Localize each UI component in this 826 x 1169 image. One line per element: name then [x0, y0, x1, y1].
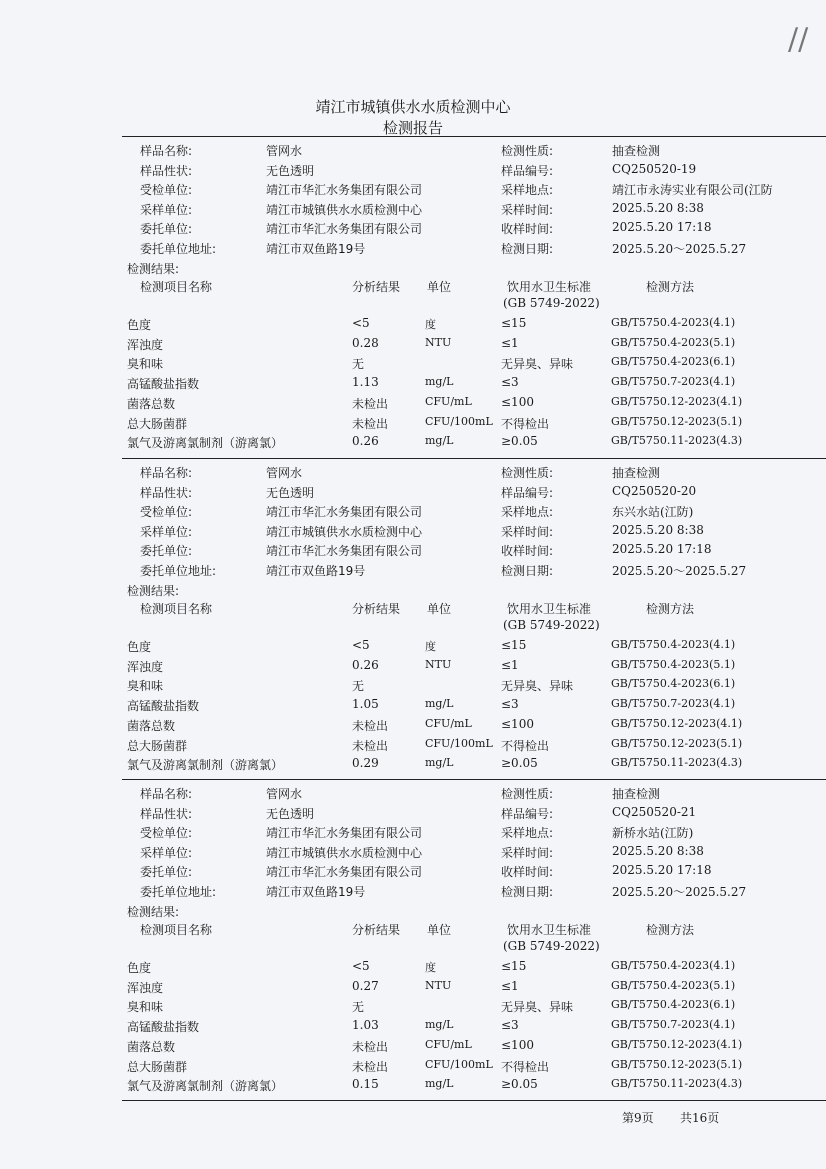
row-item: 高锰酸盐指数: [127, 377, 200, 392]
row-item: 总大肠菌群: [127, 738, 188, 753]
test-nature-value: 抽查检测: [612, 787, 661, 801]
sample-no-value: CQ250520-20: [612, 483, 697, 498]
row-unit: 度: [425, 318, 436, 331]
row-result: 无: [352, 1000, 365, 1015]
column-header-standard: 饮用水卫生标准: [507, 280, 592, 294]
row-item: 色度: [127, 640, 152, 654]
row-unit: 度: [425, 961, 436, 974]
row-item: 菌落总数: [127, 396, 176, 411]
row-method: GB/T5750.4-2023(5.1): [611, 335, 736, 349]
row-method: GB/T5750.7-2023(4.1): [611, 697, 736, 711]
row-result: 未检出: [352, 1059, 389, 1074]
row-method: GB/T5750.12-2023(5.1): [611, 1057, 743, 1071]
client-address-value: 靖江市双鱼路19号: [266, 563, 366, 578]
sampling-time-value: 2025.5.20 8:38: [612, 843, 704, 858]
row-unit: mg/L: [425, 697, 454, 711]
row-method: GB/T5750.4-2023(4.1): [611, 959, 736, 972]
sample-state-label: 样品性状:: [140, 806, 193, 821]
row-result: 0.28: [352, 335, 379, 350]
sample-state-value: 无色透明: [266, 163, 315, 178]
row-result: <5: [352, 959, 370, 973]
client-address-label: 委托单位地址:: [140, 563, 217, 578]
sample-name-label: 样品名称:: [140, 466, 193, 480]
column-header-standard-code: (GB 5749-2022): [503, 618, 600, 632]
section-rule: [122, 458, 826, 459]
test-date-value: 2025.5.20～2025.5.27: [612, 563, 747, 578]
sampling-time-value: 2025.5.20 8:38: [612, 200, 704, 215]
sampling-unit-value: 靖江市城镇供水水质检测中心: [266, 845, 423, 860]
receive-time-value: 2025.5.20 17:18: [612, 220, 712, 234]
test-nature-label: 检测性质:: [501, 787, 554, 801]
row-result: 0.26: [352, 657, 379, 672]
column-header-standard: 饮用水卫生标准: [507, 602, 592, 616]
column-header-standard-code: (GB 5749-2022): [503, 939, 600, 953]
row-standard: ≤100: [501, 394, 534, 409]
row-result: <5: [352, 316, 370, 330]
test-nature-value: 抽查检测: [612, 466, 661, 480]
row-item: 浑浊度: [127, 659, 164, 674]
row-item: 菌落总数: [127, 718, 176, 733]
test-date-value: 2025.5.20～2025.5.27: [612, 241, 747, 256]
column-header-item: 检测项目名称: [140, 602, 213, 616]
sample-name-label: 样品名称:: [140, 787, 193, 801]
column-header-result: 分析结果: [352, 280, 401, 294]
row-method: GB/T5750.12-2023(4.1): [611, 716, 743, 730]
results-heading: 检测结果:: [127, 905, 180, 919]
sampling-unit-label: 采样单位:: [140, 845, 193, 860]
row-method: GB/T5750.12-2023(5.1): [611, 414, 743, 428]
sample-state-label: 样品性状:: [140, 163, 193, 178]
row-result: 未检出: [352, 396, 389, 411]
row-result: 未检出: [352, 718, 389, 733]
sampling-time-label: 采样时间:: [501, 524, 554, 539]
row-standard: 不得检出: [501, 1059, 550, 1074]
row-item: 高锰酸盐指数: [127, 699, 200, 714]
row-standard: ≤1: [501, 657, 519, 672]
sampling-time-label: 采样时间:: [501, 202, 554, 217]
row-unit: CFU/100mL: [425, 1057, 493, 1071]
row-method: GB/T5750.11-2023(4.3): [611, 756, 743, 770]
row-result: 0.26: [352, 434, 379, 449]
row-standard: ≤15: [501, 959, 527, 973]
client-unit-label: 委托单位:: [140, 544, 193, 558]
test-date-label: 检测日期:: [501, 241, 554, 256]
row-result: 未检出: [352, 1039, 389, 1054]
row-result: 0.29: [352, 756, 379, 771]
row-standard: ≤3: [501, 1018, 519, 1033]
row-standard: ≤1: [501, 978, 519, 993]
receive-time-label: 收样时间:: [501, 222, 554, 236]
row-result: 无: [352, 357, 365, 372]
row-result: 未检出: [352, 738, 389, 753]
results-heading: 检测结果:: [127, 262, 180, 276]
column-header-item: 检测项目名称: [140, 280, 213, 294]
row-unit: mg/L: [425, 375, 454, 389]
row-item: 色度: [127, 318, 152, 332]
row-method: GB/T5750.4-2023(5.1): [611, 657, 736, 671]
row-unit: CFU/100mL: [425, 414, 493, 428]
sample-no-value: CQ250520-21: [612, 804, 697, 819]
row-item: 浑浊度: [127, 337, 164, 352]
row-result: 0.27: [352, 978, 379, 993]
row-standard: ≤3: [501, 697, 519, 712]
column-header-method: 检测方法: [646, 602, 695, 616]
page-total: 共16页: [680, 1111, 720, 1125]
column-header-method: 检测方法: [646, 923, 695, 937]
row-unit: CFU/100mL: [425, 736, 493, 750]
row-method: GB/T5750.11-2023(4.3): [611, 1077, 743, 1091]
row-method: GB/T5750.4-2023(4.1): [611, 638, 736, 651]
row-result: 1.13: [352, 375, 379, 390]
test-date-label: 检测日期:: [501, 563, 554, 578]
column-header-standard: 饮用水卫生标准: [507, 923, 592, 937]
entrusted-unit-label: 受检单位:: [140, 826, 193, 840]
row-unit: mg/L: [425, 756, 454, 770]
row-result: 1.05: [352, 697, 379, 712]
test-date-value: 2025.5.20～2025.5.27: [612, 884, 747, 899]
sampling-site-value: 新桥水站(江防): [612, 826, 694, 840]
receive-time-label: 收样时间:: [501, 544, 554, 558]
row-item: 总大肠菌群: [127, 1059, 188, 1074]
sample-no-label: 样品编号:: [501, 806, 554, 821]
row-standard: 不得检出: [501, 416, 550, 431]
receive-time-value: 2025.5.20 17:18: [612, 863, 712, 877]
test-date-label: 检测日期:: [501, 884, 554, 899]
column-header-standard-code: (GB 5749-2022): [503, 296, 600, 310]
row-standard: 无异臭、异味: [501, 679, 574, 694]
entrusted-unit-value: 靖江市华汇水务集团有限公司: [266, 826, 423, 840]
client-unit-label: 委托单位:: [140, 222, 193, 236]
entrusted-unit-label: 受检单位:: [140, 183, 193, 197]
row-method: GB/T5750.4-2023(6.1): [611, 677, 736, 691]
sample-name-label: 样品名称:: [140, 144, 193, 158]
column-header-result: 分析结果: [352, 602, 401, 616]
row-item: 高锰酸盐指数: [127, 1020, 200, 1035]
sampling-site-value: 东兴水站(江防): [612, 505, 694, 519]
row-unit: CFU/mL: [425, 1037, 472, 1051]
entrusted-unit-label: 受检单位:: [140, 505, 193, 519]
test-nature-label: 检测性质:: [501, 144, 554, 158]
client-address-value: 靖江市双鱼路19号: [266, 241, 366, 256]
page-number: 第9页: [622, 1111, 654, 1125]
row-result: 1.03: [352, 1018, 379, 1033]
test-nature-value: 抽查检测: [612, 144, 661, 158]
client-address-label: 委托单位地址:: [140, 241, 217, 256]
row-unit: CFU/mL: [425, 716, 472, 730]
row-standard: ≤100: [501, 1037, 534, 1052]
row-result: 无: [352, 679, 365, 694]
column-header-unit: 单位: [427, 602, 452, 616]
client-unit-label: 委托单位:: [140, 865, 193, 879]
row-unit: NTU: [425, 978, 452, 992]
results-heading: 检测结果:: [127, 584, 180, 598]
row-unit: mg/L: [425, 1077, 454, 1091]
row-standard: 不得检出: [501, 738, 550, 753]
row-standard: 无异臭、异味: [501, 357, 574, 372]
row-unit: NTU: [425, 657, 452, 671]
sample-no-label: 样品编号:: [501, 163, 554, 178]
row-unit: 度: [425, 640, 436, 653]
row-standard: ≤1: [501, 335, 519, 350]
row-item: 总大肠菌群: [127, 416, 188, 431]
row-method: GB/T5750.7-2023(4.1): [611, 375, 736, 389]
row-item: 菌落总数: [127, 1039, 176, 1054]
row-method: GB/T5750.7-2023(4.1): [611, 1018, 736, 1032]
row-method: GB/T5750.12-2023(4.1): [611, 394, 743, 408]
row-method: GB/T5750.4-2023(4.1): [611, 316, 736, 329]
handwritten-mark: //: [788, 22, 809, 57]
sampling-unit-value: 靖江市城镇供水水质检测中心: [266, 524, 423, 539]
row-standard: ≤15: [501, 638, 527, 652]
row-result: 0.15: [352, 1077, 379, 1092]
receive-time-value: 2025.5.20 17:18: [612, 542, 712, 556]
row-method: GB/T5750.11-2023(4.3): [611, 434, 743, 448]
sampling-site-value: 靖江市永涛实业有限公司(江防: [612, 183, 773, 197]
row-standard: ≤100: [501, 716, 534, 731]
row-result: 未检出: [352, 416, 389, 431]
column-header-item: 检测项目名称: [140, 923, 213, 937]
sampling-time-value: 2025.5.20 8:38: [612, 522, 704, 537]
sampling-site-label: 采样地点:: [501, 183, 554, 197]
column-header-result: 分析结果: [352, 923, 401, 937]
row-standard: ≥0.05: [501, 434, 538, 449]
row-unit: CFU/mL: [425, 394, 472, 408]
client-address-label: 委托单位地址:: [140, 884, 217, 899]
column-header-method: 检测方法: [646, 280, 695, 294]
section-rule: [122, 779, 826, 780]
row-method: GB/T5750.4-2023(6.1): [611, 355, 736, 369]
column-header-unit: 单位: [427, 280, 452, 294]
sample-state-label: 样品性状:: [140, 485, 193, 500]
row-result: <5: [352, 638, 370, 652]
sample-state-value: 无色透明: [266, 485, 315, 500]
client-unit-value: 靖江市华汇水务集团有限公司: [266, 865, 423, 879]
sample-state-value: 无色透明: [266, 806, 315, 821]
row-method: GB/T5750.4-2023(5.1): [611, 978, 736, 992]
sample-no-label: 样品编号:: [501, 485, 554, 500]
sampling-time-label: 采样时间:: [501, 845, 554, 860]
sampling-unit-label: 采样单位:: [140, 524, 193, 539]
row-item: 臭和味: [127, 679, 164, 694]
row-standard: ≤15: [501, 316, 527, 330]
row-standard: ≥0.05: [501, 756, 538, 771]
column-header-unit: 单位: [427, 923, 452, 937]
row-item: 浑浊度: [127, 980, 164, 995]
sample-no-value: CQ250520-19: [612, 161, 697, 176]
row-unit: mg/L: [425, 434, 454, 448]
entrusted-unit-value: 靖江市华汇水务集团有限公司: [266, 505, 423, 519]
row-method: GB/T5750.12-2023(4.1): [611, 1037, 743, 1051]
org-title: 靖江市城镇供水水质检测中心: [315, 98, 511, 116]
sample-name-value: 管网水: [266, 144, 303, 158]
row-item: 臭和味: [127, 357, 164, 372]
footer-rule: [122, 1100, 826, 1101]
row-item: 色度: [127, 961, 152, 975]
sampling-unit-value: 靖江市城镇供水水质检测中心: [266, 202, 423, 217]
row-item: 氯气及游离氯制剂（游离氯）: [127, 758, 284, 773]
row-unit: mg/L: [425, 1018, 454, 1032]
sampling-site-label: 采样地点:: [501, 505, 554, 519]
client-unit-value: 靖江市华汇水务集团有限公司: [266, 222, 423, 236]
sampling-unit-label: 采样单位:: [140, 202, 193, 217]
client-address-value: 靖江市双鱼路19号: [266, 884, 366, 899]
report-title: 检测报告: [382, 119, 443, 137]
row-item: 氯气及游离氯制剂（游离氯）: [127, 436, 284, 451]
entrusted-unit-value: 靖江市华汇水务集团有限公司: [266, 183, 423, 197]
client-unit-value: 靖江市华汇水务集团有限公司: [266, 544, 423, 558]
receive-time-label: 收样时间:: [501, 865, 554, 879]
row-standard: ≥0.05: [501, 1077, 538, 1092]
row-standard: ≤3: [501, 375, 519, 390]
sample-name-value: 管网水: [266, 466, 303, 480]
sampling-site-label: 采样地点:: [501, 826, 554, 840]
row-method: GB/T5750.4-2023(6.1): [611, 998, 736, 1012]
row-unit: NTU: [425, 335, 452, 349]
row-item: 氯气及游离氯制剂（游离氯）: [127, 1079, 284, 1094]
row-item: 臭和味: [127, 1000, 164, 1015]
row-standard: 无异臭、异味: [501, 1000, 574, 1015]
row-method: GB/T5750.12-2023(5.1): [611, 736, 743, 750]
sample-name-value: 管网水: [266, 787, 303, 801]
test-nature-label: 检测性质:: [501, 466, 554, 480]
section-rule: [122, 136, 826, 137]
